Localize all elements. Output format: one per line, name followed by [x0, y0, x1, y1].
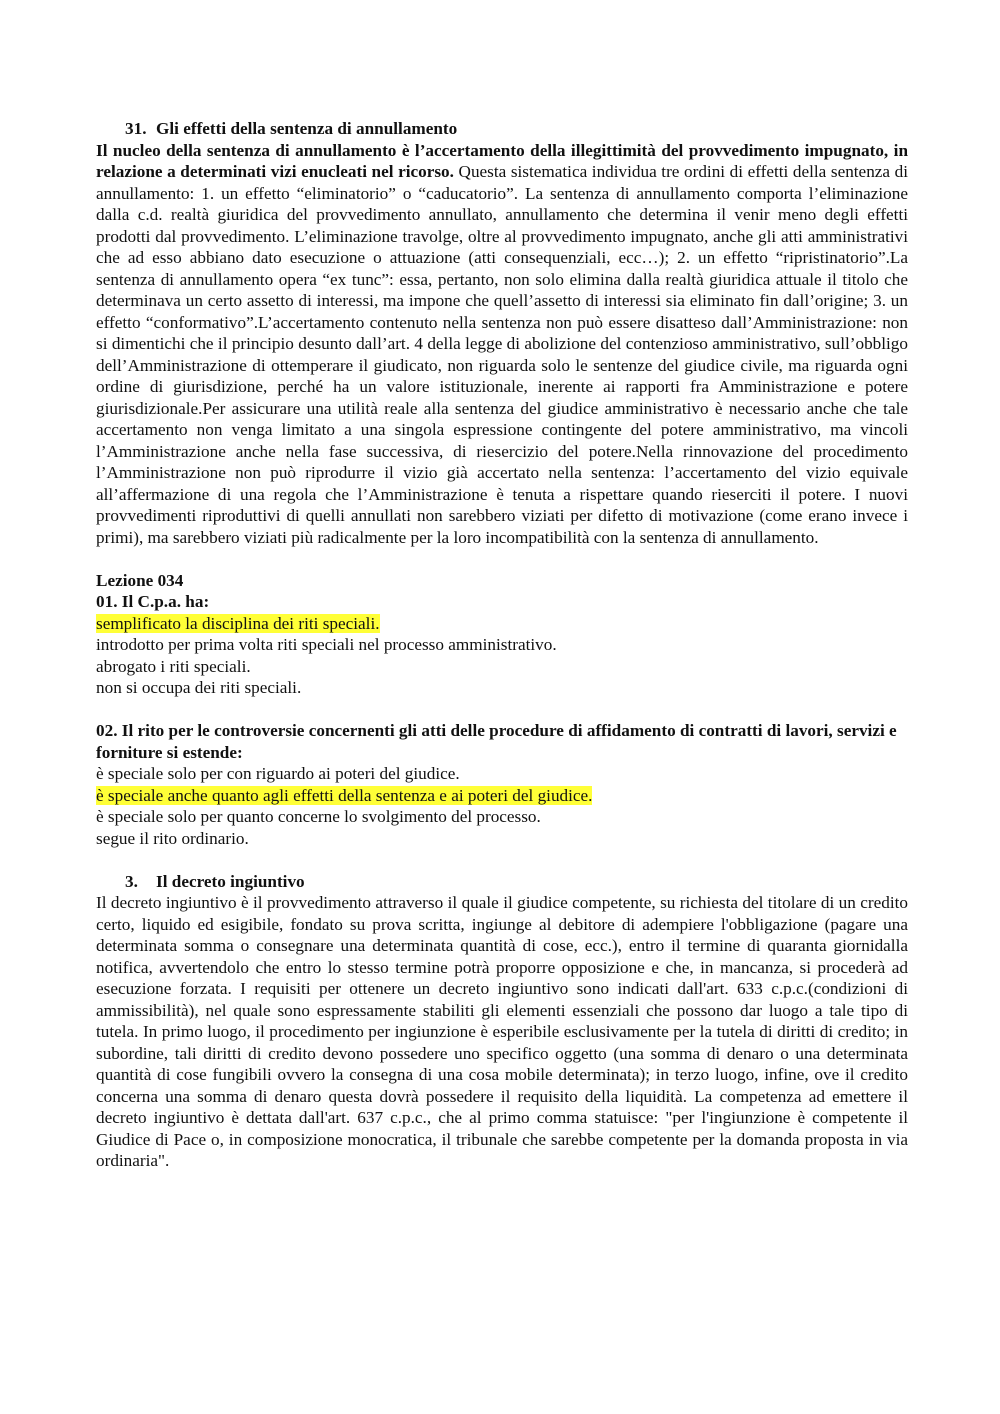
section-31-heading — [96, 118, 908, 140]
section-3-number: 3. — [125, 871, 138, 891]
lesson-title: Lezione 034 — [96, 570, 184, 590]
section-31-paragraph — [96, 140, 908, 549]
section-31-bold-lead: Il nucleo della sentenza di annullamento è l’accertamento della illegittimità del provvedimento impugnato, in relazione a determinati vizi enucleati nel ricorso. — [96, 140, 908, 181]
section-3-title: Il decreto ingiuntivo — [156, 871, 305, 891]
question-2-answer-3: è speciale solo per quanto concerne lo svolgimento del processo. — [96, 807, 541, 826]
question-1-answer-1 — [96, 613, 908, 635]
question-2-answer-1: è speciale solo per con riguardo ai poteri del giudice. — [96, 764, 460, 783]
question-2-title: 02. Il rito per le controversie concernenti gli atti delle procedure di affidamento di contratti di lavori, servizi e forniture si estende: — [96, 721, 897, 762]
question-2-answer-2 — [96, 785, 908, 807]
question-1-answer-2: introdotto per prima volta riti speciali nel processo amministrativo. — [96, 635, 557, 654]
question-2-answer-4: segue il rito ordinario. — [96, 828, 249, 848]
question-1-answer-4: non si occupa dei riti speciali. — [96, 678, 302, 697]
question-1-answer-3: abrogato i riti speciali. — [96, 656, 251, 676]
answer-highlight: è speciale anche quanto agli effetti della sentenza e ai poteri del giudice. — [96, 785, 593, 805]
section-3-heading — [96, 871, 908, 893]
section-31-body: Questa sistematica individua tre ordini di effetti della sentenza di annullamento: 1. un effetto “eliminatorio” o “caducatorio”. La sentenza di annullamento comporta l’eliminazione dalla c.d. realtà giuridica del provvedimento annullato, annullamento che determina il venir meno degli effetti prodotti dal provvedimento. L’eliminazione travolge, oltre al provvedimento impugnato, anche gli atti amministrativi che ad esso abbiano dato esecuzione o attuazione (atti consequenziali, ecc…); 2. un effetto “ripristinatorio”.La sentenza di annullamento opera “ex tunc”: essa, pertanto, non solo elimina dalla realtà giuridica attuale il titolo che determinava un certo assetto di interessi, ma impone che quell’assetto di interessi sia eliminato fin dall’origine; 3. un effetto “conformativo”.L’accertamento contenuto nella sentenza non può essere disatteso dall’Amministrazione: non si dimentichi che il principio desunto dall’art. 4 della legge di abolizione del contenzioso amministrativo, sull’obbligo dell’Amministrazione di ottemperare il giudicato, non riguarda solo le sentenze del giudice civile, ma riguarda ogni ordine di giurisdizione, perché ha un valore istituzionale, inerente ai rapporti fra Amministrazione e potere giurisdizionale.Per assicurare una utilità reale alla sentenza del giudice amministrativo è necessario anche che tale accertamento non venga limitato a una singola espressione contingente del potere amministrativo, ma vincoli l’Amministrazione anche nella fase successiva, di riesercizio del potere.Nella rinnovazione del procedimento l’Amministrazione non può riprodurre il vizio già accertato nella sentenza: l’accertamento del vizio equivale all’affermazione di una regola che l’Amministrazione è tenuta a rispettare quando rieserciti il potere. I nuovi provvedimenti riproduttivi di quelli annullati non sarebbero viziati per difetto di motivazione (come erano invece i primi), ma sarebbero viziati più radicalmente per la loro incompatibilità con la sentenza di annullamento. — [96, 162, 908, 547]
question-1-title: 01. Il C.p.a. ha: — [96, 592, 210, 611]
section-31-title: Gli effetti della sentenza di annullamento — [156, 119, 458, 138]
document-page — [96, 118, 908, 1172]
section-31-number: 31. — [125, 119, 147, 138]
section-3-paragraph: Il decreto ingiuntivo è il provvedimento attraverso il quale il giudice competente, su richiesta del titolare di un credito certo, liquido ed esigibile, fondato su prova scritta, ingiunge al debitore di adempiere l'obbligazione (pagare una determinata somma o consegnare una determinata quantità di cose, ecc.), entro il termine di quaranta giornidalla notifica, avvertendolo che entro lo stesso termine potrà proporre opposizione e che, in mancanza, si procederà ad esecuzione forzata. I requisiti per ottenere un decreto ingiuntivo sono indicati dall'art. 633 c.p.c.(condizioni di ammissibilità), nel quale sono espressamente stabiliti gli elementi essenziali che possono dar luogo a tale tipo di tutela. In primo luogo, il procedimento per ingiunzione è esperibile esclusivamente per la tutela di diritti di credito; in subordine, tali diritti di credito devono possedere uno specifico oggetto (una somma di denaro o una determinata quantità di cose fungibili ovvero la consegna di una cosa mobile determinata); in terzo luogo, infine, ove il credito concerna una somma di denaro questa dovrà possedere il requisito della liquidità. La competenza ad emettere il decreto ingiuntivo è dettata dall'art. 637 c.p.c., che al primo comma statuisce: "per l'ingiunzione è competente il Giudice di Pace o, in composizione monocratica, il tribunale che sarebbe competente per la domanda proposta in via ordinaria". — [96, 893, 908, 1170]
answer-highlight: semplificato la disciplina dei riti speciali. — [96, 613, 380, 633]
